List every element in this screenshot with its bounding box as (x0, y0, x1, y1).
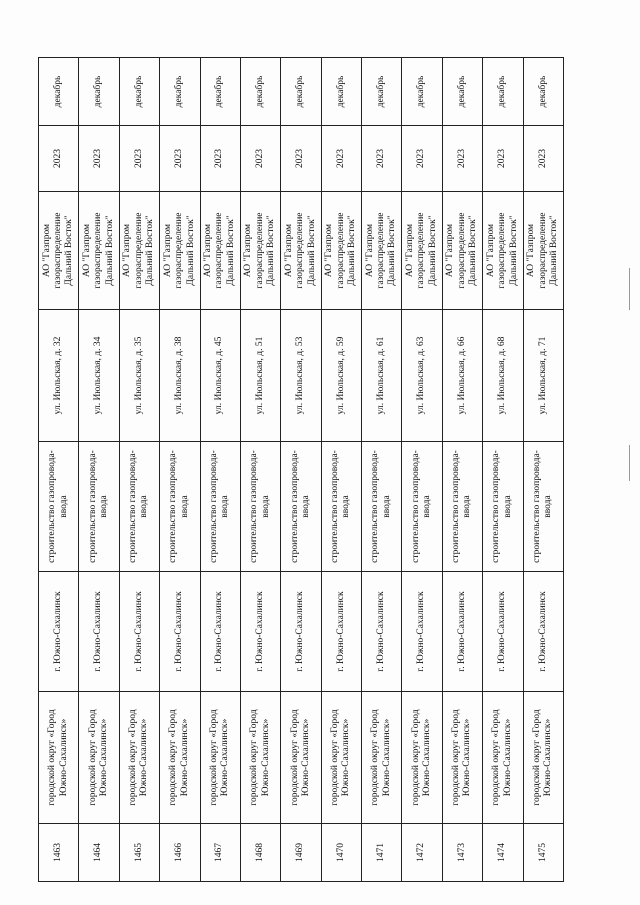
month-cell: декабрь (160, 58, 200, 126)
year-cell: 2023 (119, 126, 159, 192)
work-type-cell: строительство газопровода-ввода (79, 442, 119, 572)
address-cell: ул. Июльская, д. 71 (523, 310, 564, 442)
municipality-cell: городской округ «Город Южно-Сахалинск» (483, 692, 523, 824)
year-cell: 2023 (281, 126, 321, 192)
executor-cell: АО "Газпром газораспределение Дальний Восток" (281, 192, 321, 310)
address-cell: ул. Июльская, д. 45 (200, 310, 240, 442)
settlement-cell: г. Южно-Сахалинск (240, 572, 280, 692)
row-number-cell: 1473 (442, 824, 482, 882)
executor-cell: АО "Газпром газораспределение Дальний Восток" (321, 192, 361, 310)
municipality-cell: городской округ «Город Южно-Сахалинск» (321, 692, 361, 824)
address-cell: ул. Июльская, д. 38 (160, 310, 200, 442)
year-cell: 2023 (362, 126, 402, 192)
settlement-cell: г. Южно-Сахалинск (362, 572, 402, 692)
executor-cell: АО "Газпром газораспределение Дальний Восток" (362, 192, 402, 310)
settlement-cell: г. Южно-Сахалинск (523, 572, 564, 692)
settlement-cell: г. Южно-Сахалинск (483, 572, 523, 692)
table-row (160, 58, 200, 882)
row-number-cell: 1467 (200, 824, 240, 882)
address-cell: ул. Июльская, д. 51 (240, 310, 280, 442)
work-type-cell: строительство газопровода-ввода (442, 442, 482, 572)
settlement-cell: г. Южно-Сахалинск (402, 572, 442, 692)
year-cell: 2023 (240, 126, 280, 192)
executor-cell: АО "Газпром газораспределение Дальний Восток" (523, 192, 564, 310)
month-cell: декабрь (523, 58, 564, 126)
table-row (119, 58, 159, 882)
month-cell: декабрь (240, 58, 280, 126)
settlement-cell: г. Южно-Сахалинск (39, 572, 79, 692)
municipality-cell: городской округ «Город Южно-Сахалинск» (523, 692, 564, 824)
municipality-cell: городской округ «Город Южно-Сахалинск» (160, 692, 200, 824)
address-cell: ул. Июльская, д. 66 (442, 310, 482, 442)
table-row (79, 58, 119, 882)
row-number-cell: 1469 (281, 824, 321, 882)
row-number-cell: 1463 (39, 824, 79, 882)
year-cell: 2023 (321, 126, 361, 192)
work-type-cell: строительство газопровода-ввода (523, 442, 564, 572)
table-row (483, 58, 523, 882)
month-cell: декабрь (79, 58, 119, 126)
table-row (402, 58, 442, 882)
table-row (281, 58, 321, 882)
gas-connection-table (38, 57, 564, 882)
work-type-cell: строительство газопровода-ввода (160, 442, 200, 572)
rotated-table-wrapper (38, 58, 564, 882)
address-cell: ул. Июльская, д. 68 (483, 310, 523, 442)
row-number-cell: 1465 (119, 824, 159, 882)
address-cell: ул. Июльская, д. 61 (362, 310, 402, 442)
table-row (523, 58, 564, 882)
year-cell: 2023 (402, 126, 442, 192)
work-type-cell: строительство газопровода-ввода (483, 442, 523, 572)
work-type-cell: строительство газопровода-ввода (119, 442, 159, 572)
executor-cell: АО "Газпром газораспределение Дальний Восток" (200, 192, 240, 310)
settlement-cell: г. Южно-Сахалинск (200, 572, 240, 692)
municipality-cell: городской округ «Город Южно-Сахалинск» (119, 692, 159, 824)
address-cell: ул. Июльская, д. 34 (79, 310, 119, 442)
settlement-cell: г. Южно-Сахалинск (160, 572, 200, 692)
municipality-cell: городской округ «Город Южно-Сахалинск» (240, 692, 280, 824)
municipality-cell: городской округ «Город Южно-Сахалинск» (39, 692, 79, 824)
row-number-cell: 1464 (79, 824, 119, 882)
month-cell: декабрь (483, 58, 523, 126)
address-cell: ул. Июльская, д. 35 (119, 310, 159, 442)
month-cell: декабрь (402, 58, 442, 126)
year-cell: 2023 (523, 126, 564, 192)
settlement-cell: г. Южно-Сахалинск (321, 572, 361, 692)
row-number-cell: 1475 (523, 824, 564, 882)
work-type-cell: строительство газопровода-ввода (240, 442, 280, 572)
work-type-cell: строительство газопровода-ввода (281, 442, 321, 572)
row-number-cell: 1470 (321, 824, 361, 882)
executor-cell: АО "Газпром газораспределение Дальний Восток" (442, 192, 482, 310)
year-cell: 2023 (160, 126, 200, 192)
row-number-cell: 1474 (483, 824, 523, 882)
municipality-cell: городской округ «Город Южно-Сахалинск» (442, 692, 482, 824)
table-row (362, 58, 402, 882)
work-type-cell: строительство газопровода-ввода (362, 442, 402, 572)
year-cell: 2023 (200, 126, 240, 192)
executor-cell: АО "Газпром газораспределение Дальний Восток" (240, 192, 280, 310)
executor-cell: АО "Газпром газораспределение Дальний Восток" (39, 192, 79, 310)
municipality-cell: городской округ «Город Южно-Сахалинск» (281, 692, 321, 824)
month-cell: декабрь (119, 58, 159, 126)
row-number-cell: 1472 (402, 824, 442, 882)
executor-cell: АО "Газпром газораспределение Дальний Восток" (79, 192, 119, 310)
settlement-cell: г. Южно-Сахалинск (442, 572, 482, 692)
address-cell: ул. Июльская, д. 59 (321, 310, 361, 442)
work-type-cell: строительство газопровода-ввода (402, 442, 442, 572)
executor-cell: АО "Газпром газораспределение Дальний Восток" (160, 192, 200, 310)
executor-cell: АО "Газпром газораспределение Дальний Восток" (483, 192, 523, 310)
settlement-cell: г. Южно-Сахалинск (119, 572, 159, 692)
month-cell: декабрь (281, 58, 321, 126)
address-cell: ул. Июльская, д. 53 (281, 310, 321, 442)
table-row (200, 58, 240, 882)
year-cell: 2023 (39, 126, 79, 192)
row-number-cell: 1468 (240, 824, 280, 882)
year-cell: 2023 (79, 126, 119, 192)
work-type-cell: строительство газопровода-ввода (200, 442, 240, 572)
month-cell: декабрь (39, 58, 79, 126)
year-cell: 2023 (483, 126, 523, 192)
row-number-cell: 1471 (362, 824, 402, 882)
municipality-cell: городской округ «Город Южно-Сахалинск» (200, 692, 240, 824)
table-row (442, 58, 482, 882)
month-cell: декабрь (200, 58, 240, 126)
month-cell: декабрь (442, 58, 482, 126)
row-number-cell: 1466 (160, 824, 200, 882)
table-row (321, 58, 361, 882)
municipality-cell: городской округ «Город Южно-Сахалинск» (402, 692, 442, 824)
month-cell: декабрь (321, 58, 361, 126)
work-type-cell: строительство газопровода-ввода (39, 442, 79, 572)
month-cell: декабрь (362, 58, 402, 126)
executor-cell: АО "Газпром газораспределение Дальний Восток" (402, 192, 442, 310)
municipality-cell: городской округ «Город Южно-Сахалинск» (79, 692, 119, 824)
settlement-cell: г. Южно-Сахалинск (79, 572, 119, 692)
table-row (39, 58, 79, 882)
scan-edge-mark (629, 445, 630, 481)
scan-edge-mark (629, 268, 630, 310)
executor-cell: АО "Газпром газораспределение Дальний Восток" (119, 192, 159, 310)
settlement-cell: г. Южно-Сахалинск (281, 572, 321, 692)
work-type-cell: строительство газопровода-ввода (321, 442, 361, 572)
year-cell: 2023 (442, 126, 482, 192)
address-cell: ул. Июльская, д. 32 (39, 310, 79, 442)
table-row (240, 58, 280, 882)
municipality-cell: городской округ «Город Южно-Сахалинск» (362, 692, 402, 824)
address-cell: ул. Июльская, д. 63 (402, 310, 442, 442)
